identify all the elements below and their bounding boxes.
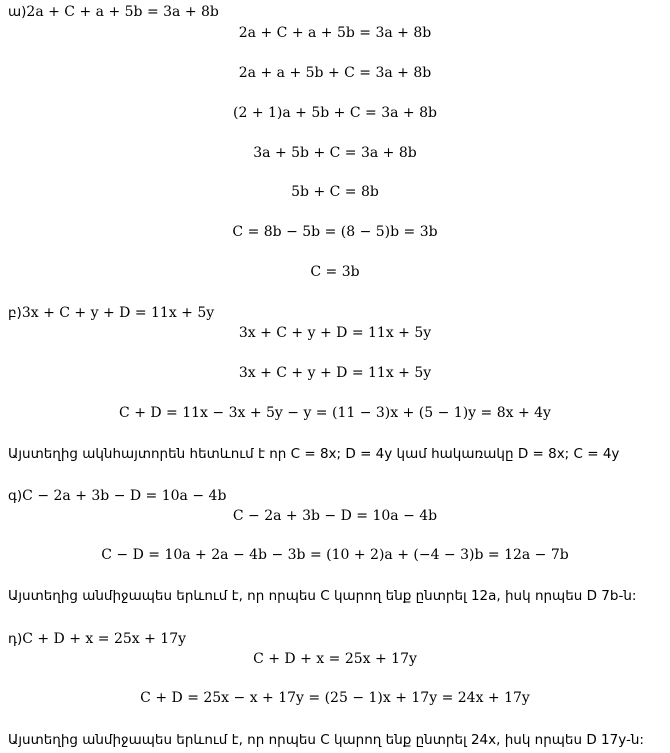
section-a-step-1: 2a + C + a + 5b = 3a + 8b	[238, 25, 432, 41]
section-b-conclusion: Այստեղից ակնհայտորեն հետևում է որ C = 8x; D = 4y կամ հակառակը D = 8x; C = 4y	[8, 446, 620, 462]
section-c-step-2: C − D = 10a + 2a − 4b − 3b = (10 + 2)a + (−4 − 3)b = 12a − 7b	[101, 547, 569, 563]
section-d-heading	[8, 630, 186, 648]
section-c-step-1: C − 2a + 3b − D = 10a − 4b	[232, 508, 438, 524]
section-a-step-3: (2 + 1)a + 5b + C = 3a + 8b	[233, 105, 437, 121]
section-a-step-4: 3a + 5b + C = 3a + 8b	[253, 145, 417, 161]
section-c-label: գ)	[8, 488, 23, 504]
section-c-conclusion: Այստեղից անմիջապես երևում է, որ որպես C կարող ենք ընտրել 12a, իսկ որպես D 7b-ն:	[8, 588, 637, 604]
section-a-equation: 2a + C + a + 5b = 3a + 8b	[26, 4, 219, 20]
section-a-heading	[8, 3, 219, 21]
section-a-step-2: 2a + a + 5b + C = 3a + 8b	[238, 65, 432, 81]
section-a-step-7: C = 3b	[310, 264, 360, 280]
section-b-label: բ)	[8, 305, 22, 321]
section-b-step-3: C + D = 11x − 3x + 5y − y = (11 − 3)x + (5 − 1)y = 8x + 4y	[119, 405, 551, 421]
section-d-conclusion: Այստեղից անմիջապես երևում է, որ որպես C կարող ենք ընտրել 24x, իսկ որպես D 17y-ն:	[8, 732, 644, 748]
section-d-equation: C + D + x = 25x + 17y	[22, 631, 187, 647]
section-d-step-2: C + D = 25x − x + 17y = (25 − 1)x + 17y = 24x + 17y	[140, 690, 530, 706]
section-c-equation: C − 2a + 3b − D = 10a − 4b	[22, 488, 227, 504]
section-a-step-5: 5b + C = 8b	[291, 184, 379, 200]
section-d-label: դ)	[8, 631, 23, 647]
section-b-equation: 3x + C + y + D = 11x + 5y	[21, 305, 215, 321]
section-a-label: ա)	[8, 4, 27, 20]
section-b-step-2: 3x + C + y + D = 11x + 5y	[238, 365, 432, 381]
section-a-step-6: C = 8b − 5b = (8 − 5)b = 3b	[232, 224, 438, 240]
section-b-step-1: 3x + C + y + D = 11x + 5y	[238, 325, 432, 341]
section-d-step-1: C + D + x = 25x + 17y	[253, 651, 417, 667]
section-c-heading	[8, 487, 226, 505]
section-b-heading	[8, 304, 214, 322]
